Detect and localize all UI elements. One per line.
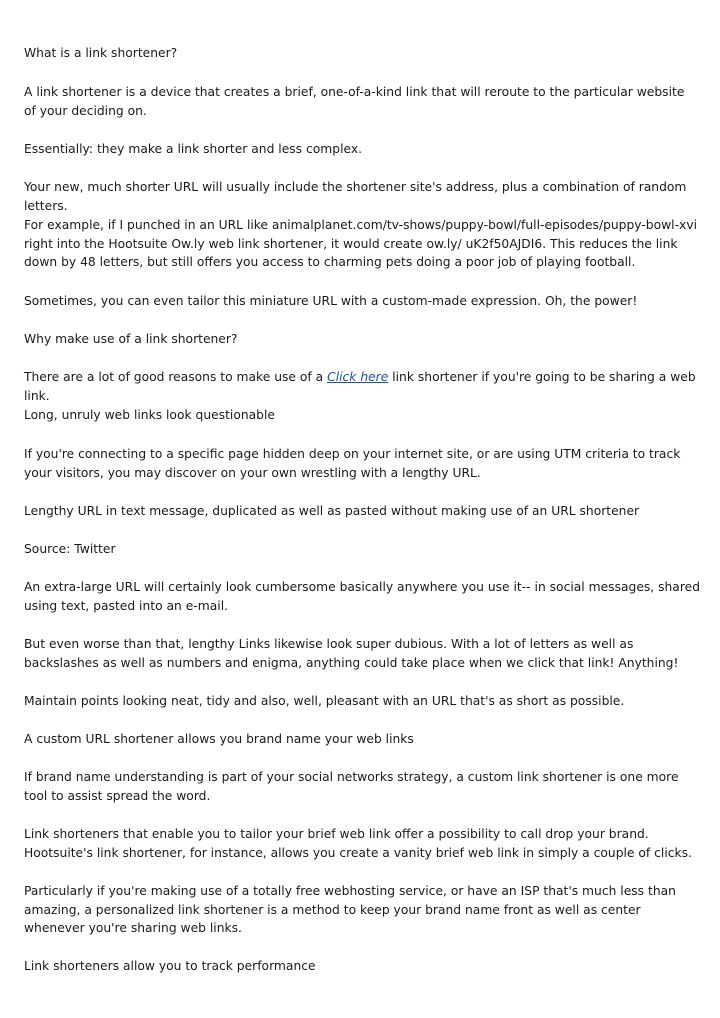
paragraph: If you're connecting to a specific page hidden deep on your internet site, or are using UTM criteria to track your visitors, you may discover on your own wrestling with a lengthy URL. bbox=[24, 447, 681, 480]
paragraph-with-link bbox=[24, 368, 700, 405]
paragraph: But even worse than that, lengthy Links likewise look super dubious. With a lot of letters as well as backslashes as well as numbers and enigma, anything could take place when we click that link! Anything! bbox=[24, 637, 679, 670]
paragraph: If brand name understanding is part of your social networks strategy, a custom link shortener is one more tool to assist spread the word. bbox=[24, 770, 679, 803]
click-here-link[interactable]: Click here bbox=[327, 370, 389, 384]
paragraph: Maintain points looking neat, tidy and also, well, pleasant with an URL that's as short as possible. bbox=[24, 694, 625, 708]
paragraph: An extra-large URL will certainly look cumbersome basically anywhere you use it-- in social messages, shared using text, pasted into an e-mail. bbox=[24, 580, 700, 613]
paragraph: Your new, much shorter URL will usually include the shortener site's address, plus a combination of random letters. bbox=[24, 180, 687, 213]
text-after-link: link shortener if you're going to be sharing a web link. bbox=[24, 370, 696, 403]
paragraph: Link shorteners that enable you to tailor your brief web link offer a possibility to call drop your brand. Hootsuite's link shortener, for instance, allows you create a vanity brief web link in simply a couple of clicks. bbox=[24, 827, 692, 860]
heading-track-performance: Link shorteners allow you to track performance bbox=[24, 959, 316, 973]
heading-custom-url: A custom URL shortener allows you brand name your web links bbox=[24, 732, 414, 746]
image-caption: Lengthy URL in text message, duplicated as well as pasted without making use of an URL shortener bbox=[24, 504, 640, 518]
text-before-link: There are a lot of good reasons to make use of a bbox=[24, 370, 328, 384]
source-line: Source: Twitter bbox=[24, 542, 116, 556]
paragraph: Particularly if you're making use of a totally free webhosting service, or have an ISP that's much less than amazing, a personalized link shortener is a method to keep your brand name front as well as center whenever you're sharing web links. bbox=[24, 884, 676, 935]
paragraph: Sometimes, you can even tailor this miniature URL with a custom-made expression. Oh, the power! bbox=[24, 294, 638, 308]
heading-what-is-link-shortener: What is a link shortener? bbox=[24, 46, 178, 60]
paragraph: Essentially: they make a link shorter and less complex. bbox=[24, 142, 363, 156]
paragraph: A link shortener is a device that creates a brief, one-of-a-kind link that will reroute to the particular website of your deciding on. bbox=[24, 85, 685, 118]
heading-why-use-link-shortener: Why make use of a link shortener? bbox=[24, 332, 238, 346]
heading-long-links: Long, unruly web links look questionable bbox=[24, 408, 275, 422]
paragraph: For example, if I punched in an URL like animalplanet.com/tv-shows/puppy-bowl/full-episodes/puppy-bowl-xvi right into the Hootsuite Ow.ly web link shortener, it would create ow.ly/ uK2f50AJDI6. This reduces the link down by 48 letters, but still offers you access to charming pets doing a poor job of playing football. bbox=[24, 218, 698, 269]
